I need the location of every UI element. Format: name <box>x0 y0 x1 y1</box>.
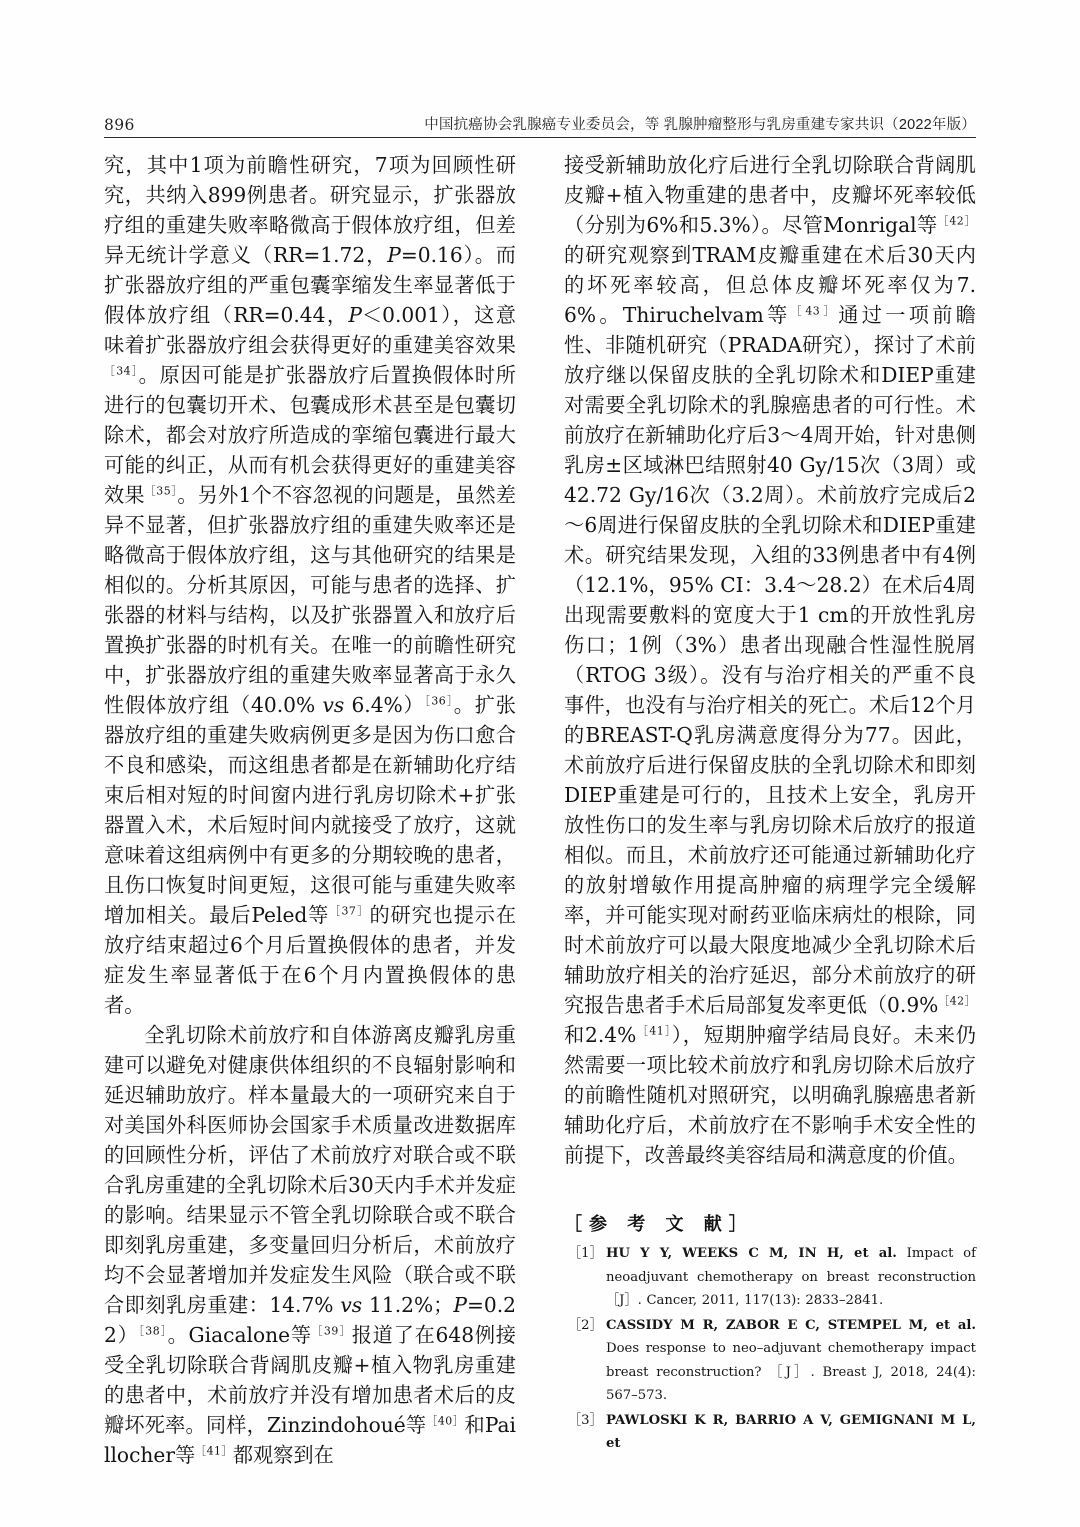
reference-number: ［2］ <box>568 1317 603 1333</box>
reference-authors: PAWLOSKI K R, BARRIO A V, GEMIGNANI M L, et <box>606 1412 976 1451</box>
citation-marker[interactable]: ［39］ <box>311 1324 352 1338</box>
citation-marker[interactable]: ［37］ <box>329 904 370 918</box>
running-title: 中国抗癌协会乳腺癌专业委员会，等 乳腺肿瘤整形与乳房重建专家共识（2022年版） <box>424 117 976 133</box>
references-heading: ［参 考 文 献］ <box>564 1214 754 1235</box>
statistic-symbol: vs <box>322 693 345 717</box>
page-number: 896 <box>104 116 135 134</box>
reference-text: HU Y Y, WEEKS C M, IN H, et al. Impact of neoadjuvant chemotherapy on breast reconstruction［J］. Cancer, 2011, 117(13): 2833–2841. <box>606 1246 976 1308</box>
citation-marker[interactable]: ［36］ <box>424 694 454 708</box>
reference-number: ［3］ <box>568 1412 603 1428</box>
citation-marker[interactable]: ［35］ <box>144 484 178 498</box>
reference-authors: CASSIDY M R, ZABOR E C, STEMPEL M, et al. <box>606 1317 976 1333</box>
citation-marker[interactable]: ［42］ <box>938 994 976 1008</box>
citation-marker[interactable]: ［34］ <box>104 364 139 378</box>
paragraph: 究，其中1项为前瞻性研究，7项为回顾性研究，共纳入899例患者。研究显示，扩张器放疗组的重建失败率略微高于假体放疗组，但差异无统计学意义（RR=1.72，P=0.16）。而扩张器放疗组的严重包囊挛缩发生率显著低于假体放疗组（RR=0.44，P＜0.001），这意味着扩张器放疗组会获得更好的重建美容效果$^{[34]}$。原因可能是扩张器放疗后置换假体时所进行的包囊切开术、包囊成形术甚至是包囊切除术，都会对放疗所造成的挛缩包囊进行最大可能的纠正，从而有机会获得更好的重建美容效果$^{[35]}$。另外1个不容忽视的问题是，虽然差异不显著，但扩张器放疗组的重建失败率还是略微高于假体放疗组，这与其他研究的结果是相似的。分析其原因，可能与患者的选择、扩张器的材料与结构，以及扩张器置入和放疗后置换扩张器的时机有关。在唯一的前瞻性研究中，扩张器放疗组的重建失败率显著高于永久性假体放疗组（40.0% vs 6.4%）$^{[36]}$。扩张器放疗组的重建失败病例更多是因为伤口愈合不良和感染，而这组患者都是在新辅助化疗结束后相对短的时间窗内进行乳房切除术+扩张器置入术，术后短时间内就接受了放疗，这就意味着这组病例中有更多的分期较晚的患者，且伤口恢复时间更短，这很可能与重建失败率增加相关。最后Peled等$^{[37]}$的研究也提示在放疗结束超过6个月后置换假体的患者，并发症发生率显著低于在6个月内置换假体的患者。 <box>104 153 517 1017</box>
left-column <box>104 150 516 1470</box>
references-list <box>564 1242 976 1456</box>
statistic-symbol: P <box>453 1293 467 1317</box>
citation-marker[interactable]: ［41］ <box>636 1024 672 1038</box>
statistic-symbol: vs <box>340 1293 363 1317</box>
statistic-symbol: P <box>387 243 401 267</box>
citation-marker[interactable]: ［38］ <box>138 1324 168 1338</box>
citation-marker[interactable]: ［43］ <box>790 304 839 318</box>
citation-marker[interactable]: ［41］ <box>195 1444 233 1458</box>
left-column-paragraphs <box>104 150 516 1470</box>
citation-marker[interactable]: ［40］ <box>426 1414 465 1428</box>
reference-number: ［1］ <box>568 1246 603 1261</box>
reference-entry[interactable] <box>564 1409 976 1456</box>
reference-entry[interactable] <box>564 1242 976 1313</box>
statistic-symbol: P <box>348 303 362 327</box>
citation-marker[interactable]: ［42］ <box>937 214 977 228</box>
reference-entry[interactable] <box>564 1314 976 1408</box>
reference-authors: HU Y Y, WEEKS C M, IN H, et al. <box>606 1246 897 1261</box>
paragraph: 全乳切除术前放疗和自体游离皮瓣乳房重建可以避免对健康供体组织的不良辐射影响和延迟辅助放疗。样本量最大的一项研究来自于对美国外科医师协会国家手术质量改进数据库的回顾性分析，评估了术前放疗对联合或不联合乳房重建的全乳切除术后30天内手术并发症的影响。结果显示不管全乳切除联合或不联合即刻乳房重建，多变量回归分析后，术前放疗均不会显著增加并发症发生风险（联合或不联合即刻乳房重建：14.7% vs 11.2%；P=0.22）$^{[38]}$。Giacalone等$^{[39]}$报道了在648例接受全乳切除联合背阔肌皮瓣+植入物乳房重建的患者中，术前放疗并没有增加患者术后的皮瓣坏死率。同样，Zinzindohoué等$^{[40]}$和Paillocher等$^{[41]}$都观察到在 <box>104 1023 517 1467</box>
running-head <box>104 108 976 138</box>
right-column <box>564 150 976 1457</box>
body-columns <box>104 150 976 1480</box>
paragraph: 接受新辅助放化疗后进行全乳切除联合背阔肌皮瓣+植入物重建的患者中，皮瓣坏死率较低（分别为6%和5.3%）。尽管Monrigal等$^{[42]}$的研究观察到TRAM皮瓣重建在术后30天内的坏死率较高，但总体皮瓣坏死率仅为7.6%。Thiruchelvam等$^{[43]}$通过一项前瞻性、非随机研究（PRADA研究），探讨了术前放疗继以保留皮肤的全乳切除术和DIEP重建对需要全乳切除术的乳腺癌患者的可行性。术前放疗在新辅助化疗后3～4周开始，针对患侧乳房±区域淋巴结照射40 Gy/15次（3周）或42.72 Gy/16次（3.2周）。术前放疗完成后2～6周进行保留皮肤的全乳切除术和DIEP重建术。研究结果发现，入组的33例患者中有4例（12.1%，95% CI：3.4～28.2）在术后4周出现需要敷料的宽度大于1 cm的开放性乳房伤口；1例（3%）患者出现融合性湿性脱屑（RTOG 3级）。没有与治疗相关的严重不良事件，也没有与治疗相关的死亡。术后12个月的BREAST-Q乳房满意度得分为77。因此，术前放疗后进行保留皮肤的全乳切除术和即刻DIEP重建是可行的，且技术上安全，乳房开放性伤口的发生率与乳房切除术后放疗的报道相似。而且，术前放疗还可能通过新辅助化疗的放射增敏作用提高肿瘤的病理学完全缓解率，并可能实现对耐药亚临床病灶的根除，同时术前放疗可以最大限度地减少全乳切除术后辅助放疗相关的治疗延迟，部分术前放疗的研究报告患者手术后局部复发率更低（0.9%$^{[42]}$和2.4%$^{[41]}$），短期肿瘤学结局良好。未来仍然需要一项比较术前放疗和乳房切除术后放疗的前瞻性随机对照研究，以明确乳腺癌患者新辅助化疗后，术前放疗在不影响手术安全性的前提下，改善最终美容结局和满意度的价值。 <box>564 153 977 1167</box>
reference-text <box>606 1409 976 1456</box>
right-column-paragraphs <box>564 150 976 1170</box>
reference-text: CASSIDY M R, ZABOR E C, STEMPEL M, et al. Does response to neo–adjuvant chemotherapy impact breast reconstruction? ［J］. Breast J, 2018, 24(4): 567–573. <box>606 1317 976 1403</box>
